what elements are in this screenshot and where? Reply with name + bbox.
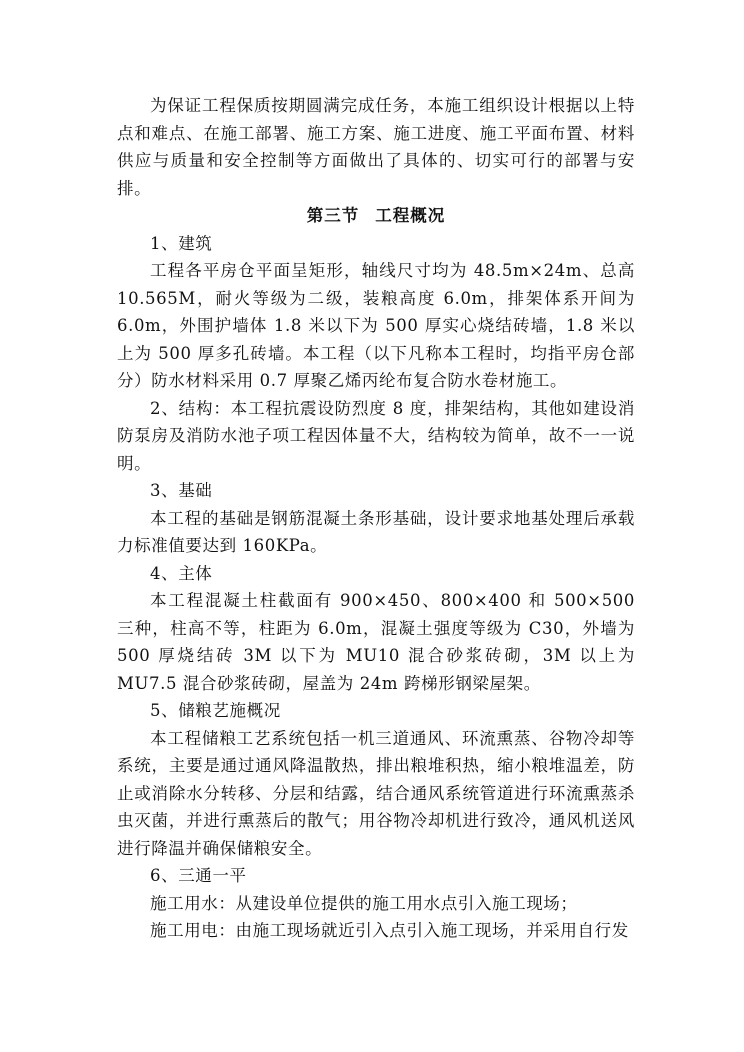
section-number: 第三节	[306, 206, 360, 225]
intro-paragraph: 为保证工程保质按期圆满完成任务，本施工组织设计根据以上特点和难点、在施工部署、施工方案、施工进度、施工平面布置、材料供应与质量和安全控制等方面做出了具体的、切实可行的部署与安排。	[117, 96, 635, 198]
item-6-water-paragraph: 施工用水：从建设单位提供的施工用水点引入施工现场；	[150, 893, 578, 913]
item-6-title: 6、三通一平	[150, 866, 247, 885]
item-1-paragraph: 工程各平房仓平面呈矩形，轴线尺寸均为 48.5m×24m、总高 10.565M，耐火等级为二级，装粮高度 6.0m，排架体系开间为 6.0m，外围护墙体 1.8 米以下为 500 厚实心烧结砖墙，1.8 米以上为 500 厚多孔砖墙。本工程（以下凡称本工程时，均指平房仓部分）防水材料采用 0.7 厚聚乙烯丙纶布复合防水卷材施工。	[117, 261, 635, 390]
item-5-paragraph: 本工程储粮工艺系统包括一机三道通风、环流熏蒸、谷物冷却等系统，主要是通过通风降温散热，排出粮堆积热，缩小粮堆温差，防止或消除水分转移、分层和结露，结合通风系统管道进行环流熏蒸杀虫灭菌，并进行熏蒸后的散气；用谷物冷却机进行致冷，通风机送风进行降温并确保储粮安全。	[117, 728, 635, 858]
item-5-title: 5、储粮艺施概况	[150, 701, 281, 720]
item-2-paragraph: 2、结构：本工程抗震设防烈度 8 度，排架结构，其他如建设消防泵房及消防水池子项工程因体量不大，结构较为简单，故不一一说明。	[117, 398, 635, 473]
item-3-title: 3、基础	[150, 481, 213, 500]
item-6-power-paragraph: 施工用电：由施工现场就近引入点引入施工现场，并采用自行发	[150, 921, 629, 940]
item-3-paragraph: 本工程的基础是钢筋混凝土条形基础，设计要求地基处理后承载力标准值要达到 160KPa。	[117, 508, 635, 555]
item-4-paragraph: 本工程混凝土柱截面有 900×450、800×400 和 500×500 三种，柱高不等，柱距为 6.0m，混凝土强度等级为 C30，外墙为 500 厚烧结砖 3M 以下为 MU10 混合砂浆砖砌，3M 以上为 MU7.5 混合砂浆砖砌，屋盖为 24m 跨梯形钢梁屋架。	[117, 591, 635, 693]
item-4-title: 4、主体	[150, 563, 213, 583]
section-heading	[117, 202, 635, 230]
page-content	[117, 92, 635, 945]
section-title: 工程概况	[375, 206, 446, 225]
item-1-title: 1、建筑	[150, 233, 213, 253]
